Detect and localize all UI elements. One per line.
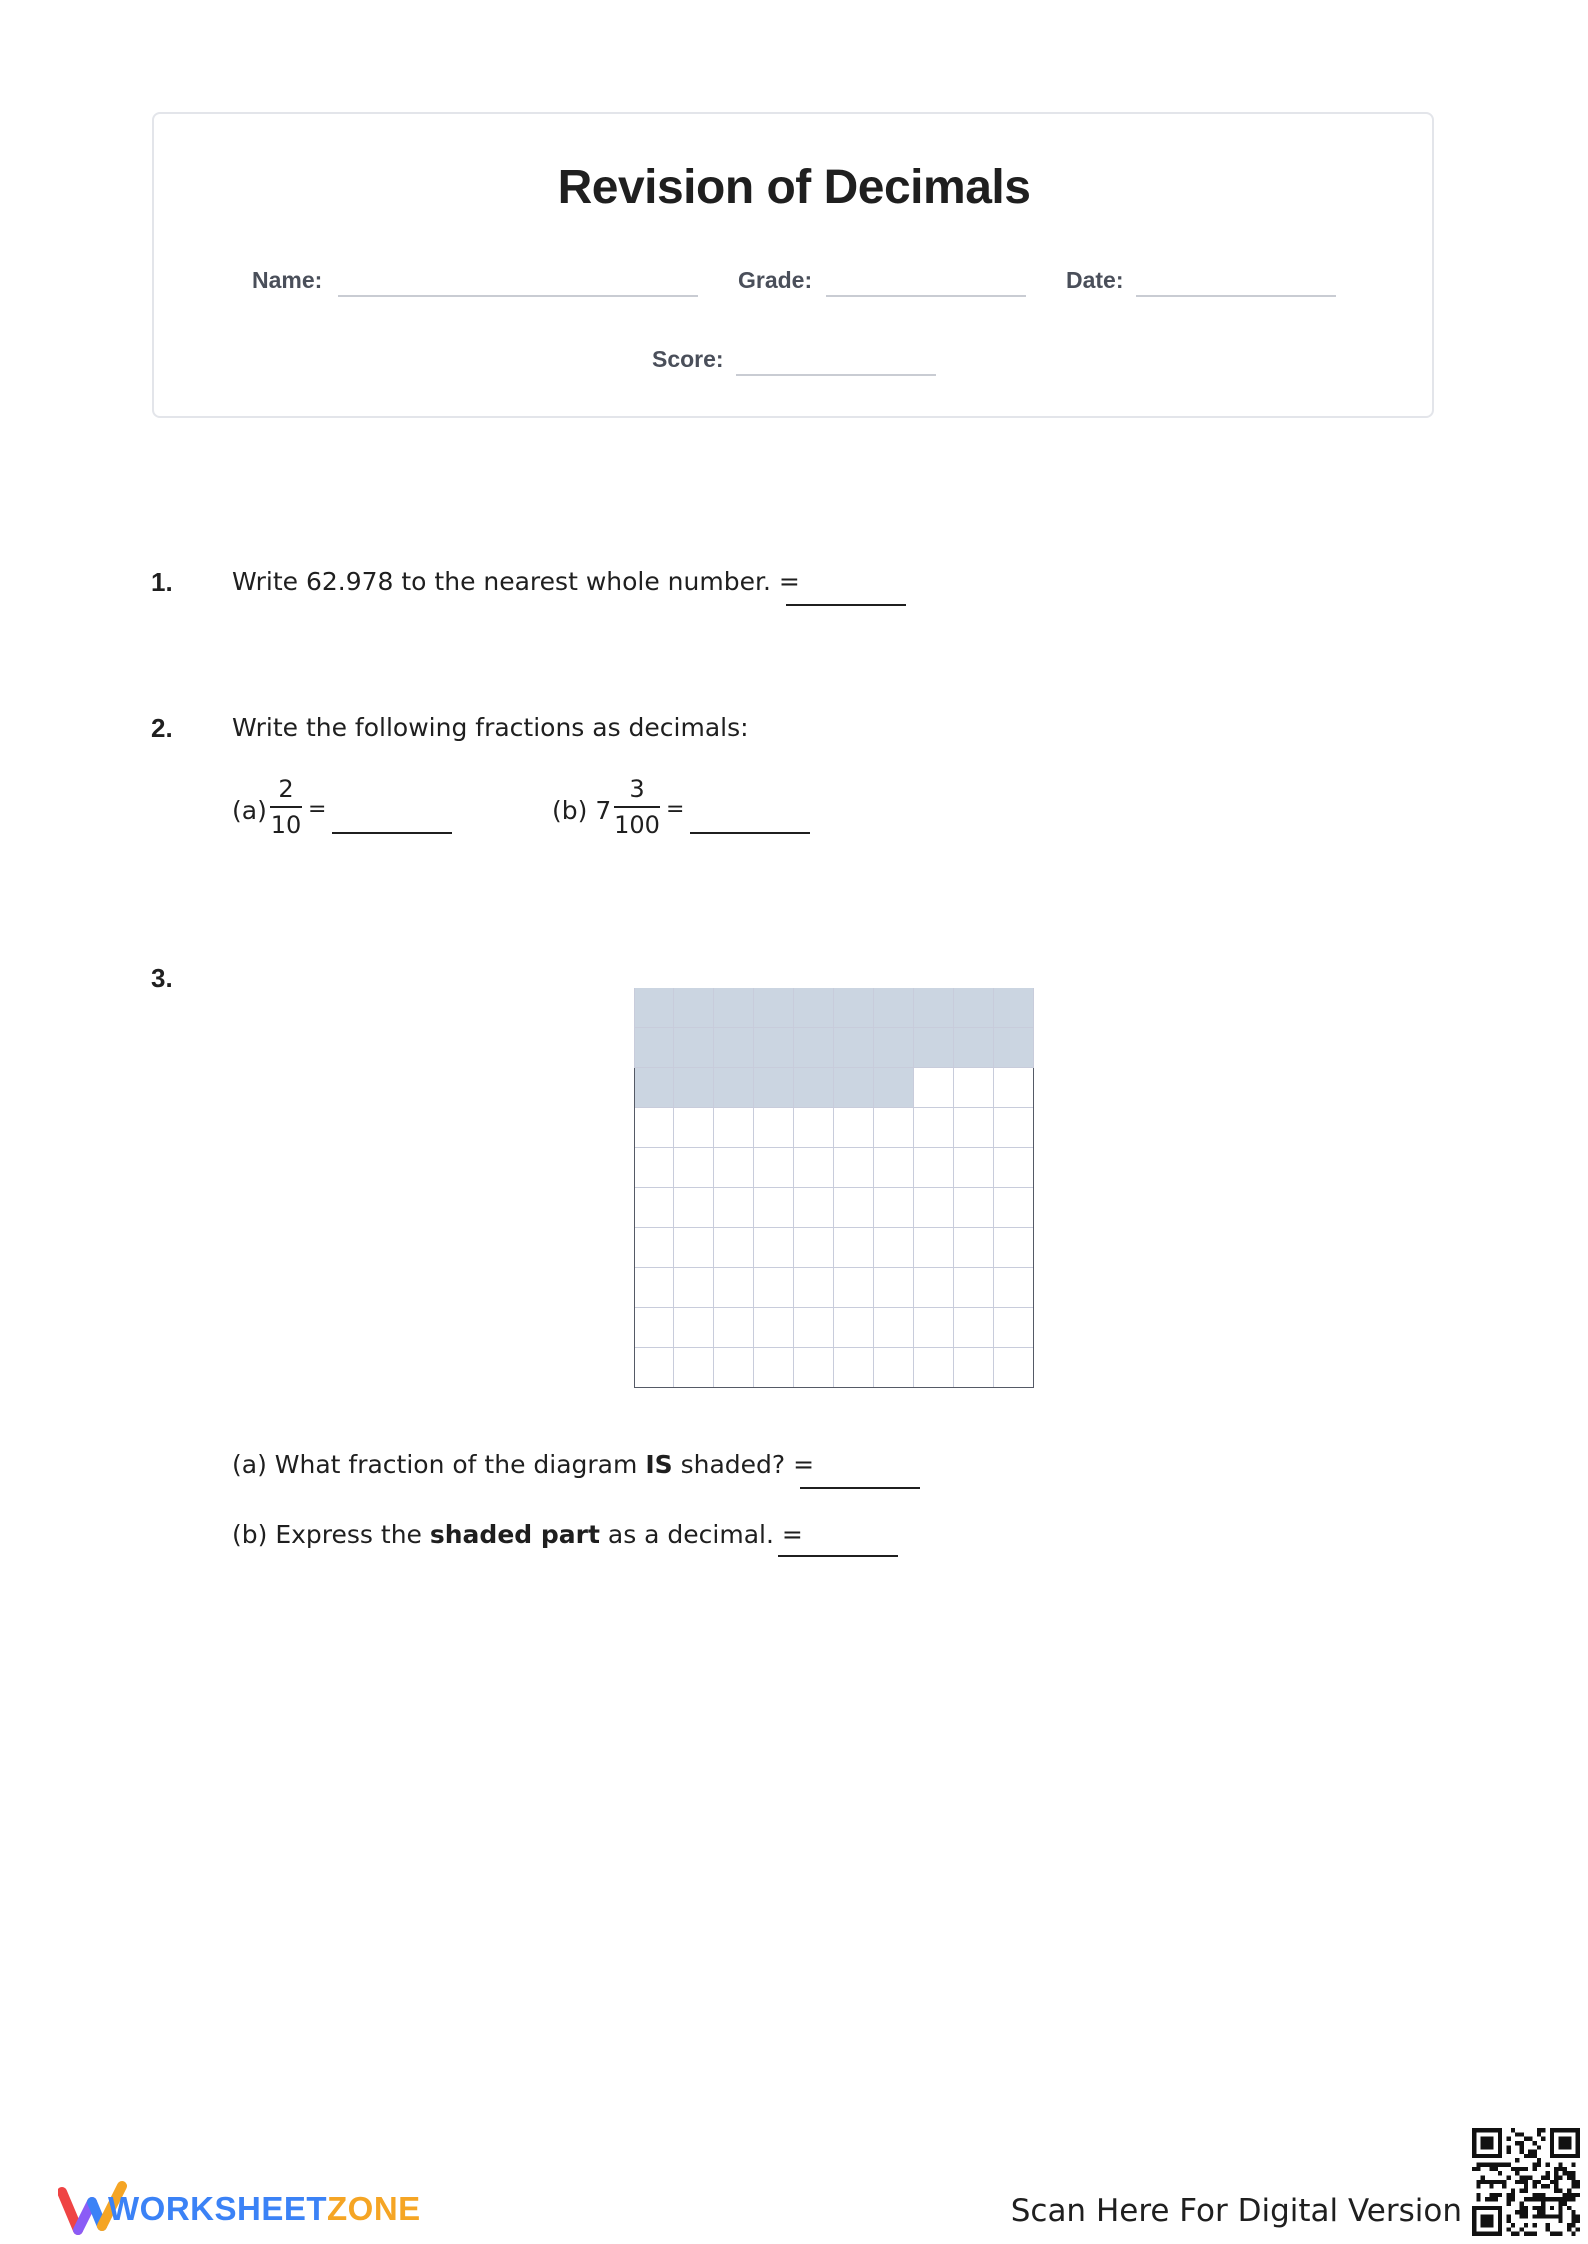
question-2a-fraction (270, 774, 302, 840)
question-3a-text (232, 1450, 814, 1479)
hundred-grid-diagram (634, 988, 1034, 1388)
name-field[interactable] (338, 295, 698, 297)
worksheetzone-logo-text[interactable] (108, 2190, 421, 2228)
qr-code-icon[interactable] (1472, 2128, 1580, 2236)
grid-cell (634, 988, 674, 1028)
grid-cell (634, 1028, 674, 1068)
question-2b-label: (b) 7 (552, 796, 612, 825)
question-3b-answer[interactable] (778, 1555, 898, 1557)
fraction-denominator: 100 (614, 811, 660, 839)
question-3b-text (232, 1520, 803, 1549)
question-3-number: 3. (151, 963, 173, 993)
question-2b-fraction (614, 774, 660, 840)
question-2a-equals: = (308, 797, 327, 822)
name-label: Name: (252, 267, 323, 293)
grid-cell (714, 1028, 754, 1068)
fraction-numerator: 3 (629, 775, 645, 803)
question-1-number: 1. (151, 567, 173, 597)
score-field[interactable] (736, 374, 936, 376)
question-3b-suffix: as a decimal. = (599, 1520, 803, 1549)
grid-cell (914, 1028, 954, 1068)
grid-cell (754, 988, 794, 1028)
question-2-text: Write the following fractions as decimals: (232, 713, 749, 742)
question-2b-answer[interactable] (690, 832, 810, 834)
fraction-numerator: 2 (278, 775, 294, 803)
grid-cell (794, 988, 834, 1028)
grid-cell (994, 988, 1034, 1028)
grid-cell (834, 1028, 874, 1068)
score-label: Score: (652, 346, 724, 372)
grid-outer-border (634, 1068, 1034, 1388)
fraction-bar (270, 806, 302, 808)
grade-field[interactable] (826, 295, 1026, 297)
question-2a-label: (a) (232, 796, 267, 825)
grid-cell (994, 1028, 1034, 1068)
logo-text-part-1: WORKSHEET (108, 2190, 327, 2227)
question-2b-equals: = (666, 797, 685, 822)
grid-cell (914, 988, 954, 1028)
grid-cell (674, 1028, 714, 1068)
date-field[interactable] (1136, 295, 1336, 297)
fraction-bar (614, 806, 660, 808)
grade-label: Grade: (738, 267, 813, 293)
question-1-text: Write 62.978 to the nearest whole number. = (232, 567, 800, 596)
date-label: Date: (1066, 267, 1124, 293)
question-3a-emphasis: IS (645, 1450, 673, 1479)
grid-cell (954, 988, 994, 1028)
grid-cell (754, 1028, 794, 1068)
page-title: Revision of Decimals (557, 161, 1031, 214)
fraction-denominator: 10 (270, 811, 302, 839)
question-2a-answer[interactable] (332, 832, 452, 834)
worksheet-header (152, 112, 1434, 418)
question-3b-prefix: (b) Express the (232, 1520, 430, 1549)
question-1-answer[interactable] (786, 604, 906, 606)
logo-text-part-2: ZONE (327, 2190, 421, 2227)
question-3a-answer[interactable] (800, 1487, 920, 1489)
question-2-number: 2. (151, 713, 173, 743)
grid-cell (794, 1028, 834, 1068)
grid-cell (834, 988, 874, 1028)
grid-cell (714, 988, 754, 1028)
grid-cell (674, 988, 714, 1028)
scan-instruction: Scan Here For Digital Version (1010, 2193, 1462, 2229)
grid-cell (874, 1028, 914, 1068)
grid-cell (874, 988, 914, 1028)
grid-cell (954, 1028, 994, 1068)
question-3a-suffix: shaded? = (672, 1450, 815, 1479)
question-3a-prefix: (a) What fraction of the diagram (232, 1450, 646, 1479)
question-3b-emphasis: shaded part (429, 1520, 600, 1549)
